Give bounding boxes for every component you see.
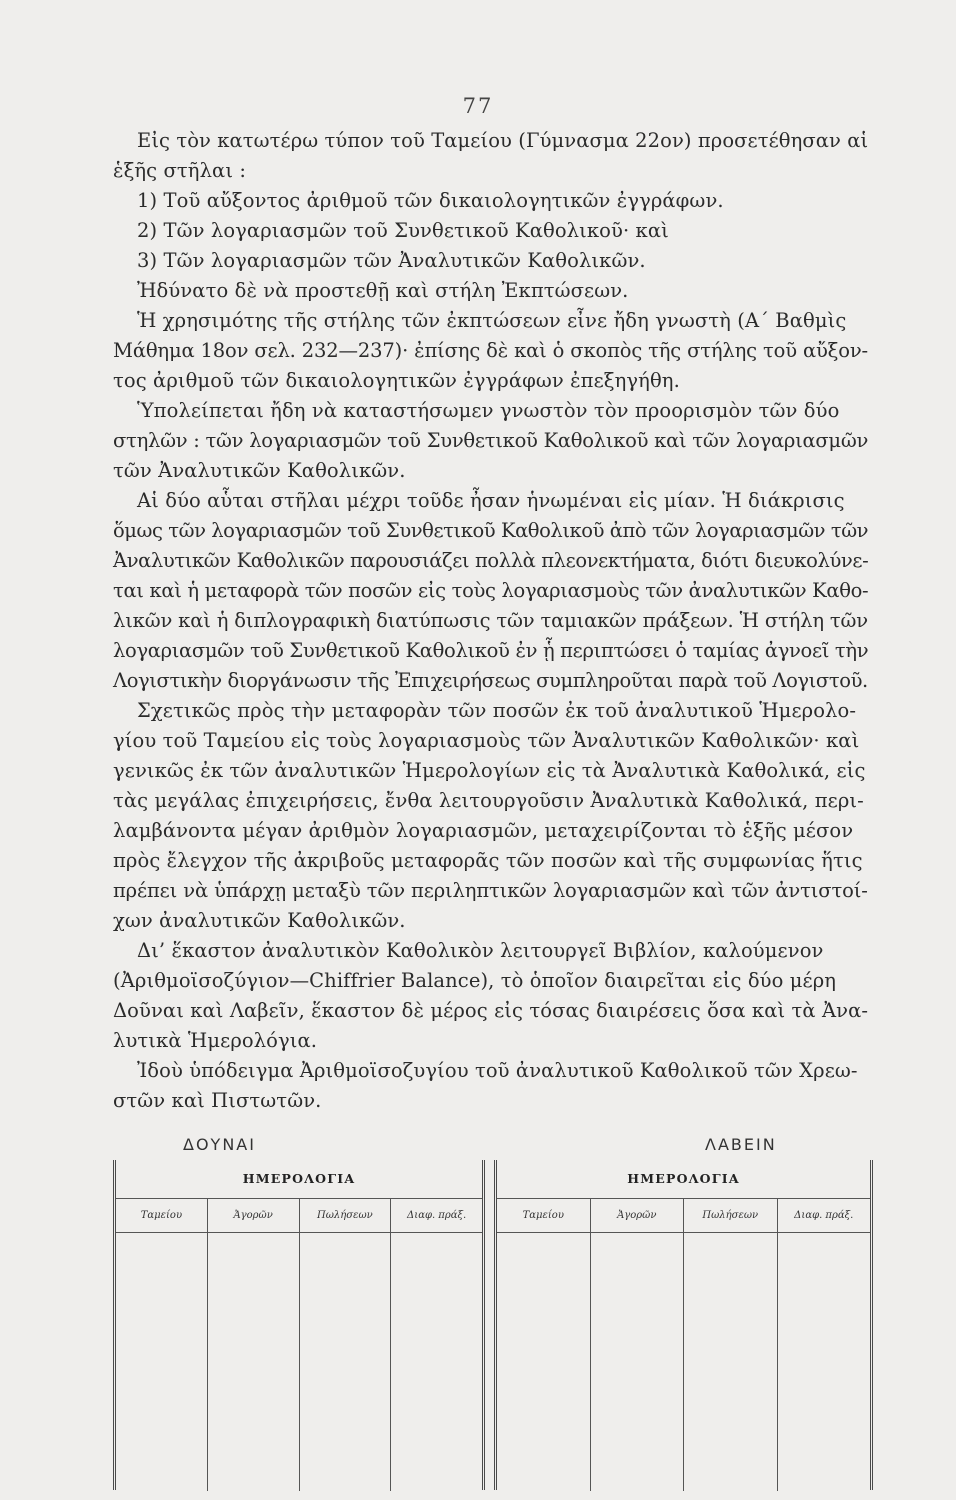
text-line: ἑξῆς στῆλαι : [113,159,247,182]
debit-journals-title: ΗΜΕΡΟΛΟΓΙΑ [116,1160,482,1199]
column-header: Πωλήσεων [684,1199,777,1233]
text-line: στηλῶν : τῶν λογαριασμῶν τοῦ Συνθετικοῦ Καθολικοῦ καὶ τῶν λογαριασμῶν [113,429,869,452]
text-line: Ἡ χρησιμότης τῆς στήλης τῶν ἐκπτώσεων εἶνε ἤδη γνωστὴ (Α΄ Βαθμὶς [137,309,847,332]
credit-label: ΛΑΒΕΙΝ [705,1135,777,1154]
text-line: λικῶν καὶ ἡ διπλογραφικὴ διατύπωσις τῶν ταμιακῶν πράξεων. Ἡ στήλη τῶν [113,609,868,632]
text-line: 3) Τῶν λογαριασμῶν τῶν Ἀναλυτικῶν Καθολικῶν. [137,249,646,272]
text-line: 2) Τῶν λογαριασμῶν τοῦ Συνθετικοῦ Καθολικοῦ· καὶ [137,219,669,242]
text-line: 1) Τοῦ αὔξοντος ἀριθμοῦ τῶν δικαιολογητικῶν ἐγγράφων. [137,189,724,212]
text-line: Εἰς τὸν κατωτέρω τύπον τοῦ Ταμείου (Γύμνασμα 22ον) προσετέθησαν αἱ [137,129,869,152]
column-header: Πωλήσεων [300,1199,391,1233]
debit-column-purchases [208,1199,300,1491]
column-header: Διαφ. πράξ. [778,1199,871,1233]
debit-column-misc [391,1199,482,1491]
text-line: πρέπει νὰ ὑπάρχῃ μεταξὺ τῶν περιληπτικῶν λογαριασμῶν καὶ τῶν ἀντιστοί- [113,879,868,902]
credit-journals-title: ΗΜΕΡΟΛΟΓΙΑ [497,1160,870,1199]
credit-column-misc [778,1199,871,1491]
text-line: Ἀναλυτικῶν Καθολικῶν παρουσιάζει πολλὰ πλεονεκτήματα, διότι διευκολύνε- [113,549,869,572]
trial-balance-form [113,1160,873,1490]
text-line: χων ἀναλυτικῶν Καθολικῶν. [113,909,406,932]
debit-column-cash [116,1199,208,1491]
text-line: πρὸς ἔλεγχον τῆς ἀκριβοῦς μεταφορᾶς τῶν ποσῶν καὶ τῆς συμφωνίας ἥτις [113,849,863,872]
text-line: (Ἀριθμοϊσοζύγιον—Chiffrier Balance), τὸ ὁποῖον διαιρεῖται εἰς δύο μέρη [113,969,837,992]
debit-column-sales [300,1199,392,1491]
text-line: Ἠδύνατο δὲ νὰ προστεθῇ καὶ στήλη Ἐκπτώσεων. [137,279,629,302]
text-line: Λογιστικὴν διοργάνωσιν τῆς Ἐπιχειρήσεως συμπληροῦται παρὰ τοῦ Λογιστοῦ. [113,669,868,692]
text-line: Σχετικῶς πρὸς τὴν μεταφορὰν τῶν ποσῶν ἐκ τοῦ ἀναλυτικοῦ Ἡμερολο- [137,699,857,722]
text-line: τὰς μεγάλας ἐπιχειρήσεις, ἔνθα λειτουργοῦσιν Ἀναλυτικὰ Καθολικά, περι- [113,789,864,812]
debit-columns [116,1199,482,1491]
text-line: Δι’ ἕκαστον ἀναλυτικὸν Καθολικὸν λειτουργεῖ Βιβλίον, καλούμενον [137,939,824,962]
credit-column-cash [497,1199,591,1491]
body-text [113,126,868,1116]
text-line: ὅμως τῶν λογαριασμῶν τοῦ Συνθετικοῦ Καθολικοῦ ἀπὸ τῶν λογαριασμῶν τῶν [113,519,869,542]
text-line: τος ἀριθμοῦ τῶν δικαιολογητικῶν ἐγγράφων ἐπεξηγήθη. [113,369,680,392]
text-line: Αἱ δύο αὗται στῆλαι μέχρι τοῦδε ἦσαν ἡνωμέναι εἰς μίαν. Ἡ διάκρισις [137,489,845,512]
text-line: στῶν καὶ Πιστωτῶν. [113,1089,322,1112]
column-header: Ἀγορῶν [591,1199,684,1233]
credit-columns [497,1199,870,1491]
column-header: Διαφ. πράξ. [391,1199,482,1233]
text-line: λογαριασμῶν τοῦ Συνθετικοῦ Καθολικοῦ ἐν ᾗ περιπτώσει ὁ ταμίας ἀγνοεῖ τὴν [113,639,869,662]
text-line: Ἰδοὺ ὑπόδειγμα Ἀριθμοϊσοζυγίου τοῦ ἀναλυτικοῦ Καθολικοῦ τῶν Χρεω- [137,1059,858,1082]
credit-column-purchases [591,1199,685,1491]
column-header: Ταμείου [116,1199,207,1233]
text-line: γενικῶς ἐκ τῶν ἀναλυτικῶν Ἡμερολογίων εἰς τὰ Ἀναλυτικὰ Καθολικά, εἰς [113,759,866,782]
text-line: Ὑπολείπεται ἤδη νὰ καταστήσωμεν γνωστὸν τὸν προορισμὸν τῶν δύο [137,399,840,422]
debit-label: ΔΟΥΝΑΙ [183,1135,256,1154]
text-line: γίου τοῦ Ταμείου εἰς τοὺς λογαριασμοὺς τῶν Ἀναλυτικῶν Καθολικῶν· καὶ [113,729,860,752]
page-number: 77 [462,94,494,118]
column-header: Ἀγορῶν [208,1199,299,1233]
text-line: ται καὶ ἡ μεταφορὰ τῶν ποσῶν εἰς τοὺς λογαριασμοὺς τῶν ἀναλυτικῶν Καθο- [113,579,869,602]
text-line: λαμβάνοντα μέγαν ἀριθμὸν λογαριασμῶν, μεταχειρίζονται τὸ ἑξῆς μέσον [113,819,854,842]
text-line: Δοῦναι καὶ Λαβεῖν, ἕκαστον δὲ μέρος εἰς τόσας διαιρέσεις ὅσα καὶ τὰ Ἀνα- [113,999,869,1022]
text-line: τῶν Ἀναλυτικῶν Καθολικῶν. [113,459,406,482]
credit-column-sales [684,1199,778,1491]
column-header: Ταμείου [497,1199,590,1233]
credit-journals-table [494,1160,873,1490]
text-line: λυτικὰ Ἡμερολόγια. [113,1029,318,1052]
text-line: Μάθημα 18ον σελ. 232—237)· ἐπίσης δὲ καὶ ὁ σκοπὸς τῆς στήλης τοῦ αὔξον- [113,339,868,362]
debit-journals-table [113,1160,485,1490]
